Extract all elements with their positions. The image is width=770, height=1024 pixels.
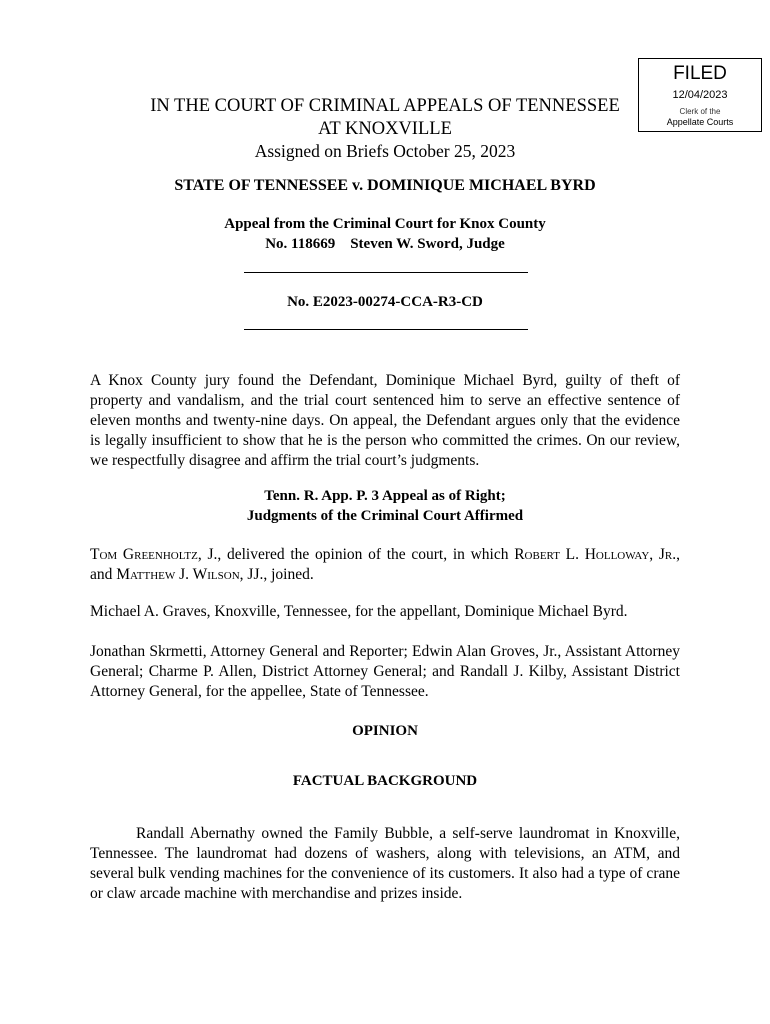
- court-name: IN THE COURT OF CRIMINAL APPEALS OF TENNESSEE: [150, 96, 620, 116]
- judges-end: , JJ., joined.: [239, 566, 314, 583]
- second-judge: Robert L. Holloway: [514, 546, 650, 563]
- second-judge-suffix: Jr.: [658, 546, 677, 563]
- author-judge: Tom Greenholtz: [90, 546, 198, 563]
- case-summary: A Knox County jury found the Defendant, Dominique Michael Byrd, guilty of theft of property and vandalism, and the trial court sentenced him to serve an effective sentence of eleven months and twenty-nine days. On appeal, the Defendant argues only that the evidence is legally insufficient to show that he is the person who committed the crimes. On our review, we respectfully disagree and affirm the trial court’s judgments.: [90, 372, 680, 469]
- divider-top: [244, 272, 528, 273]
- divider-bottom: [244, 329, 528, 330]
- docket-number: No. E2023-00274-CCA-R3-CD: [287, 294, 483, 310]
- judges-statement: [90, 545, 680, 585]
- and-text: , and: [90, 546, 680, 583]
- stamp-clerk: Clerk of the: [679, 107, 721, 116]
- counsel-appellee: Jonathan Skrmetti, Attorney General and Reporter; Edwin Alan Groves, Jr., Assistant Attorney General; Charme P. Allen, District Attorney General; and Randall J. Kilby, Assistant District Attorney General, for the appellee, State of Tennessee.: [90, 643, 680, 700]
- disposition-line1: Tenn. R. App. P. 3 Appeal as of Right;: [264, 488, 506, 504]
- trial-court-number: No. 118669 Steven W. Sword, Judge: [265, 236, 505, 252]
- author-suffix: , J., delivered the opinion of the court, in which: [197, 546, 515, 563]
- stamp-date: 12/04/2023: [672, 89, 728, 101]
- court-location: AT KNOXVILLE: [318, 119, 452, 139]
- case-caption: STATE OF TENNESSEE v. DOMINIQUE MICHAEL BYRD: [174, 177, 596, 194]
- disposition-line2: Judgments of the Criminal Court Affirmed: [246, 508, 524, 524]
- factual-background-heading: FACTUAL BACKGROUND: [292, 773, 478, 789]
- stamp-title: FILED: [673, 63, 727, 84]
- body-paragraph: Randall Abernathy owned the Family Bubble, a self-serve laundromat in Knoxville, Tennessee. The laundromat had dozens of washers, along with televisions, an ATM, and several bulk vending machines for the convenience of its customers. It also had a type of crane or claw arcade machine with merchandise and prizes inside.: [90, 825, 680, 902]
- opinion-heading: OPINION: [352, 723, 418, 739]
- assigned-date: Assigned on Briefs October 25, 2023: [254, 141, 516, 161]
- counsel-appellant: Michael A. Graves, Knoxville, Tennessee, for the appellant, Dominique Michael Byrd.: [90, 603, 628, 620]
- stamp-courts: Appellate Courts: [666, 117, 734, 127]
- second-judge-sep: ,: [649, 546, 659, 563]
- third-judge: Matthew J. Wilson: [116, 566, 240, 583]
- appeal-from: Appeal from the Criminal Court for Knox County: [224, 216, 546, 232]
